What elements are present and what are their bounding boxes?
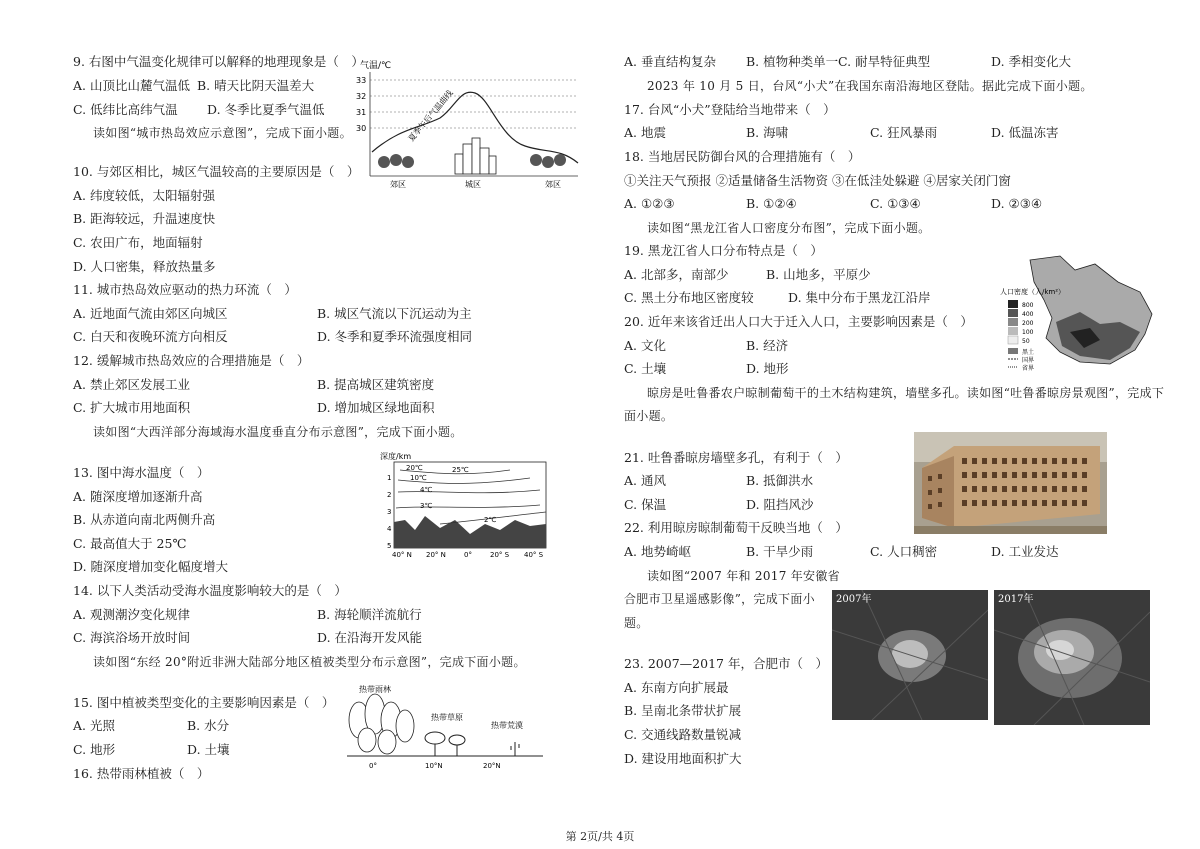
q15-option-d[interactable]: D. 土壤 (187, 742, 230, 757)
intro-ocean: 读如图“大西洋部分海域海水温度垂直分布示意图”，完成下面小题。 (93, 425, 463, 439)
q16-option-d[interactable]: D. 季相变化大 (991, 54, 1072, 69)
svg-text:3℃: 3℃ (420, 502, 433, 510)
q13-stem: 13. 图中海水温度（ ） (73, 465, 210, 480)
q9-stem: 9. 右图中气温变化规律可以解释的地理现象是（ ） (73, 54, 364, 69)
q12-option-c[interactable]: C. 扩大城市用地面积 (73, 400, 191, 415)
q17-option-c[interactable]: C. 狂风暴雨 (870, 125, 938, 140)
svg-text:2℃: 2℃ (484, 516, 497, 524)
q22-option-a[interactable]: A. 地势崎岖 (624, 544, 691, 559)
q10-stem: 10. 与郊区相比，城区气温较高的主要原因是（ ） (73, 164, 360, 179)
svg-text:国界: 国界 (1022, 357, 1035, 364)
svg-text:5: 5 (387, 542, 392, 550)
q12-option-d[interactable]: D. 增加城区绿地面积 (317, 400, 435, 415)
q13-option-d[interactable]: D. 随深度增加变化幅度增大 (73, 559, 229, 574)
intro-typhoon: 2023 年 10 月 5 日，台风“小犬”在我国东南沿海地区登陆。据此完成下面小题。 (647, 79, 1093, 93)
q18-option-c[interactable]: C. ①③④ (870, 196, 921, 211)
ocean-temperature-figure (380, 450, 550, 560)
svg-text:0°: 0° (464, 551, 472, 559)
heilongjiang-density-map (1000, 252, 1160, 372)
satellite-image-2017 (994, 590, 1150, 725)
svg-text:40° S: 40° S (524, 551, 544, 559)
q12-option-b[interactable]: B. 提高城区建筑密度 (317, 377, 435, 392)
q23-option-d[interactable]: D. 建设用地面积扩大 (624, 751, 742, 766)
q22-stem: 22. 利用晾房晾制葡萄干反映当地（ ） (624, 520, 848, 535)
intro-heat-island: 读如图“城市热岛效应示意图”，完成下面小题。 (93, 126, 352, 140)
intro-vegetation: 读如图“东经 20°附近非洲大陆部分地区植被类型分布示意图”，完成下面小题。 (93, 655, 526, 669)
q21-option-b[interactable]: B. 抵御洪水 (746, 473, 814, 488)
svg-text:人口密度（人/km²）: 人口密度（人/km²） (1000, 288, 1066, 296)
satellite-image-2007 (832, 590, 988, 720)
q21-stem: 21. 吐鲁番晾房墙壁多孔，有利于（ ） (624, 450, 848, 465)
q9-option-c[interactable]: C. 低纬比高纬气温 (73, 102, 178, 117)
intro-hefei-1: 读如图“2007 年和 2017 年安徽省 (647, 569, 840, 583)
city-buildings-icon (455, 138, 496, 174)
svg-text:33: 33 (356, 76, 367, 85)
svg-text:40° N: 40° N (392, 551, 412, 559)
q14-option-b[interactable]: B. 海轮顺洋流航行 (317, 607, 422, 622)
q18-option-a[interactable]: A. ①②③ (624, 196, 675, 211)
svg-text:2: 2 (387, 491, 392, 499)
q17-option-d[interactable]: D. 低温冻害 (991, 125, 1059, 140)
q19-option-d[interactable]: D. 集中分布于黑龙江沿岸 (788, 290, 931, 305)
q16-option-b[interactable]: B. 植物种类单一 (746, 54, 839, 69)
svg-text:郊区: 郊区 (390, 180, 406, 188)
q10-option-d[interactable]: D. 人口密集，释放热量多 (73, 259, 216, 274)
q19-stem: 19. 黑龙江省人口分布特点是（ ） (624, 243, 823, 258)
svg-text:0°: 0° (369, 762, 377, 770)
q16-option-c[interactable]: C. 耐旱特征典型 (838, 54, 931, 69)
q14-option-c[interactable]: C. 海滨浴场开放时间 (73, 630, 191, 645)
q13-option-c[interactable]: C. 最高值大于 25℃ (73, 536, 187, 551)
q12-stem: 12. 缓解城市热岛效应的合理措施是（ ） (73, 353, 310, 368)
q18-items: ①关注天气预报 ②适量储备生活物资 ③在低洼处躲避 ④居家关闭门窗 (624, 173, 1011, 188)
intro-drying-house-2: 面小题。 (624, 409, 674, 423)
q20-option-a[interactable]: A. 文化 (624, 338, 666, 353)
svg-text:32: 32 (356, 92, 367, 101)
q9-option-a[interactable]: A. 山顶比山麓气温低 (73, 78, 190, 93)
heat-ylabel: 气温/℃ (360, 61, 392, 71)
svg-text:1: 1 (387, 474, 392, 482)
q18-option-d[interactable]: D. ②③④ (991, 196, 1043, 211)
drying-house-photo (914, 432, 1107, 534)
q14-option-a[interactable]: A. 观测潮汐变化规律 (73, 607, 190, 622)
desert-cactus-icon (511, 742, 519, 756)
density-legend (1008, 300, 1034, 372)
q22-option-b[interactable]: B. 干旱少雨 (746, 544, 814, 559)
q17-option-b[interactable]: B. 海啸 (746, 125, 789, 140)
svg-text:热带雨林: 热带雨林 (359, 685, 391, 694)
rainforest-trees-icon (349, 694, 414, 754)
q10-option-a[interactable]: A. 纬度较低，太阳辐射强 (73, 188, 215, 203)
q18-option-b[interactable]: B. ①②④ (746, 196, 797, 211)
q23-stem: 23. 2007—2017 年，合肥市（ ） (624, 656, 828, 671)
heat-island-figure (350, 58, 580, 188)
svg-text:夏季午后气温曲线: 夏季午后气温曲线 (406, 88, 455, 144)
vegetation-figure (345, 680, 545, 775)
q13-option-a[interactable]: A. 随深度增加逐渐升高 (73, 489, 203, 504)
q11-option-b[interactable]: B. 城区气流以下沉运动为主 (317, 306, 472, 321)
svg-text:50: 50 (1022, 338, 1030, 345)
q14-stem: 14. 以下人类活动受海水温度影响较大的是（ ） (73, 583, 347, 598)
svg-text:20° S: 20° S (490, 551, 510, 559)
page-footer: 第 2页/共 4页 (565, 830, 635, 843)
svg-text:800: 800 (1022, 302, 1034, 309)
q9-option-b[interactable]: B. 晴天比阴天温差大 (197, 78, 315, 93)
svg-text:3: 3 (387, 508, 392, 516)
svg-text:200: 200 (1022, 320, 1034, 327)
svg-text:20° N: 20° N (426, 551, 446, 559)
q14-option-d[interactable]: D. 在沿海开发风能 (317, 630, 423, 645)
q23-option-a[interactable]: A. 东南方向扩展最 (624, 680, 729, 695)
q20-stem: 20. 近年来该省迁出人口大于迁入人口，主要影响因素是（ ） (624, 314, 973, 329)
q15-option-c[interactable]: C. 地形 (73, 742, 116, 757)
q11-stem: 11. 城市热岛效应驱动的热力环流（ ） (73, 282, 297, 297)
q21-option-a[interactable]: A. 通风 (624, 473, 666, 488)
svg-text:黑土: 黑土 (1022, 349, 1035, 356)
svg-text:10℃: 10℃ (410, 474, 427, 482)
intro-heilongjiang: 读如图“黑龙江省人口密度分布图”，完成下面小题。 (647, 221, 931, 235)
svg-text:4: 4 (387, 525, 392, 533)
q11-option-d[interactable]: D. 冬季和夏季环流强度相同 (317, 329, 473, 344)
q10-option-b[interactable]: B. 距海较远，升温速度快 (73, 211, 216, 226)
q19-option-c[interactable]: C. 黑土分布地区密度较 (624, 290, 754, 305)
svg-text:20°N: 20°N (483, 762, 501, 770)
savanna-trees-icon (425, 732, 465, 756)
year-label-2007: 2007年 (836, 594, 872, 605)
svg-text:31: 31 (356, 108, 367, 117)
q9-option-d[interactable]: D. 冬季比夏季气温低 (207, 102, 325, 117)
q20-option-c[interactable]: C. 土壤 (624, 361, 667, 376)
q11-option-c[interactable]: C. 白天和夜晚环流方向相反 (73, 329, 228, 344)
q19-option-a[interactable]: A. 北部多，南部少 (624, 267, 729, 282)
q17-stem: 17. 台风“小犬”登陆给当地带来（ ） (624, 102, 836, 117)
q11-option-a[interactable]: A. 近地面气流由郊区向城区 (73, 306, 228, 321)
svg-text:郊区: 郊区 (545, 180, 561, 188)
q21-option-c[interactable]: C. 保温 (624, 497, 667, 512)
svg-text:100: 100 (1022, 329, 1034, 336)
svg-text:4℃: 4℃ (420, 486, 433, 494)
intro-hefei-2: 合肥市卫星遥感影像”，完成下面小 (624, 592, 815, 606)
svg-text:25℃: 25℃ (452, 466, 469, 474)
q15-stem: 15. 图中植被类型变化的主要影响因素是（ ） (73, 695, 335, 710)
q15-option-a[interactable]: A. 光照 (73, 718, 115, 733)
svg-text:400: 400 (1022, 311, 1034, 318)
intro-hefei-3: 题。 (624, 616, 649, 630)
q15-option-b[interactable]: B. 水分 (187, 718, 230, 733)
svg-text:20℃: 20℃ (406, 464, 423, 472)
q22-option-d[interactable]: D. 工业发达 (991, 544, 1059, 559)
q20-option-d[interactable]: D. 地形 (746, 361, 789, 376)
q13-option-b[interactable]: B. 从赤道向南北两侧升高 (73, 512, 216, 527)
q23-option-c[interactable]: C. 交通线路数量锐减 (624, 727, 742, 742)
q20-option-b[interactable]: B. 经济 (746, 338, 789, 353)
svg-text:10°N: 10°N (425, 762, 443, 770)
q17-option-a[interactable]: A. 地震 (624, 125, 666, 140)
intro-drying-house: 晾房是吐鲁番农户晾制葡萄干的土木结构建筑，墙壁多孔。读如图“吐鲁番晾房景观图”，完成下 (647, 386, 1165, 400)
q23-option-b[interactable]: B. 呈南北条带状扩展 (624, 703, 742, 718)
q10-option-c[interactable]: C. 农田广布，地面辐射 (73, 235, 203, 250)
svg-text:省界: 省界 (1022, 365, 1035, 372)
q16-stem: 16. 热带雨林植被（ ） (73, 766, 210, 781)
svg-text:30: 30 (356, 124, 367, 133)
q12-option-a[interactable]: A. 禁止郊区发展工业 (73, 377, 190, 392)
svg-text:城区: 城区 (465, 180, 481, 188)
svg-text:热带草原: 热带草原 (431, 713, 463, 722)
svg-text:深度/km: 深度/km (380, 452, 412, 461)
q18-stem: 18. 当地居民防御台风的合理措施有（ ） (624, 149, 861, 164)
year-label-2017: 2017年 (998, 594, 1034, 605)
q19-option-b[interactable]: B. 山地多，平原少 (766, 267, 871, 282)
q22-option-c[interactable]: C. 人口稠密 (870, 544, 938, 559)
q21-option-d[interactable]: D. 阻挡风沙 (746, 497, 814, 512)
svg-text:热带荒漠: 热带荒漠 (491, 721, 523, 730)
q16-option-a[interactable]: A. 垂直结构复杂 (624, 54, 716, 69)
